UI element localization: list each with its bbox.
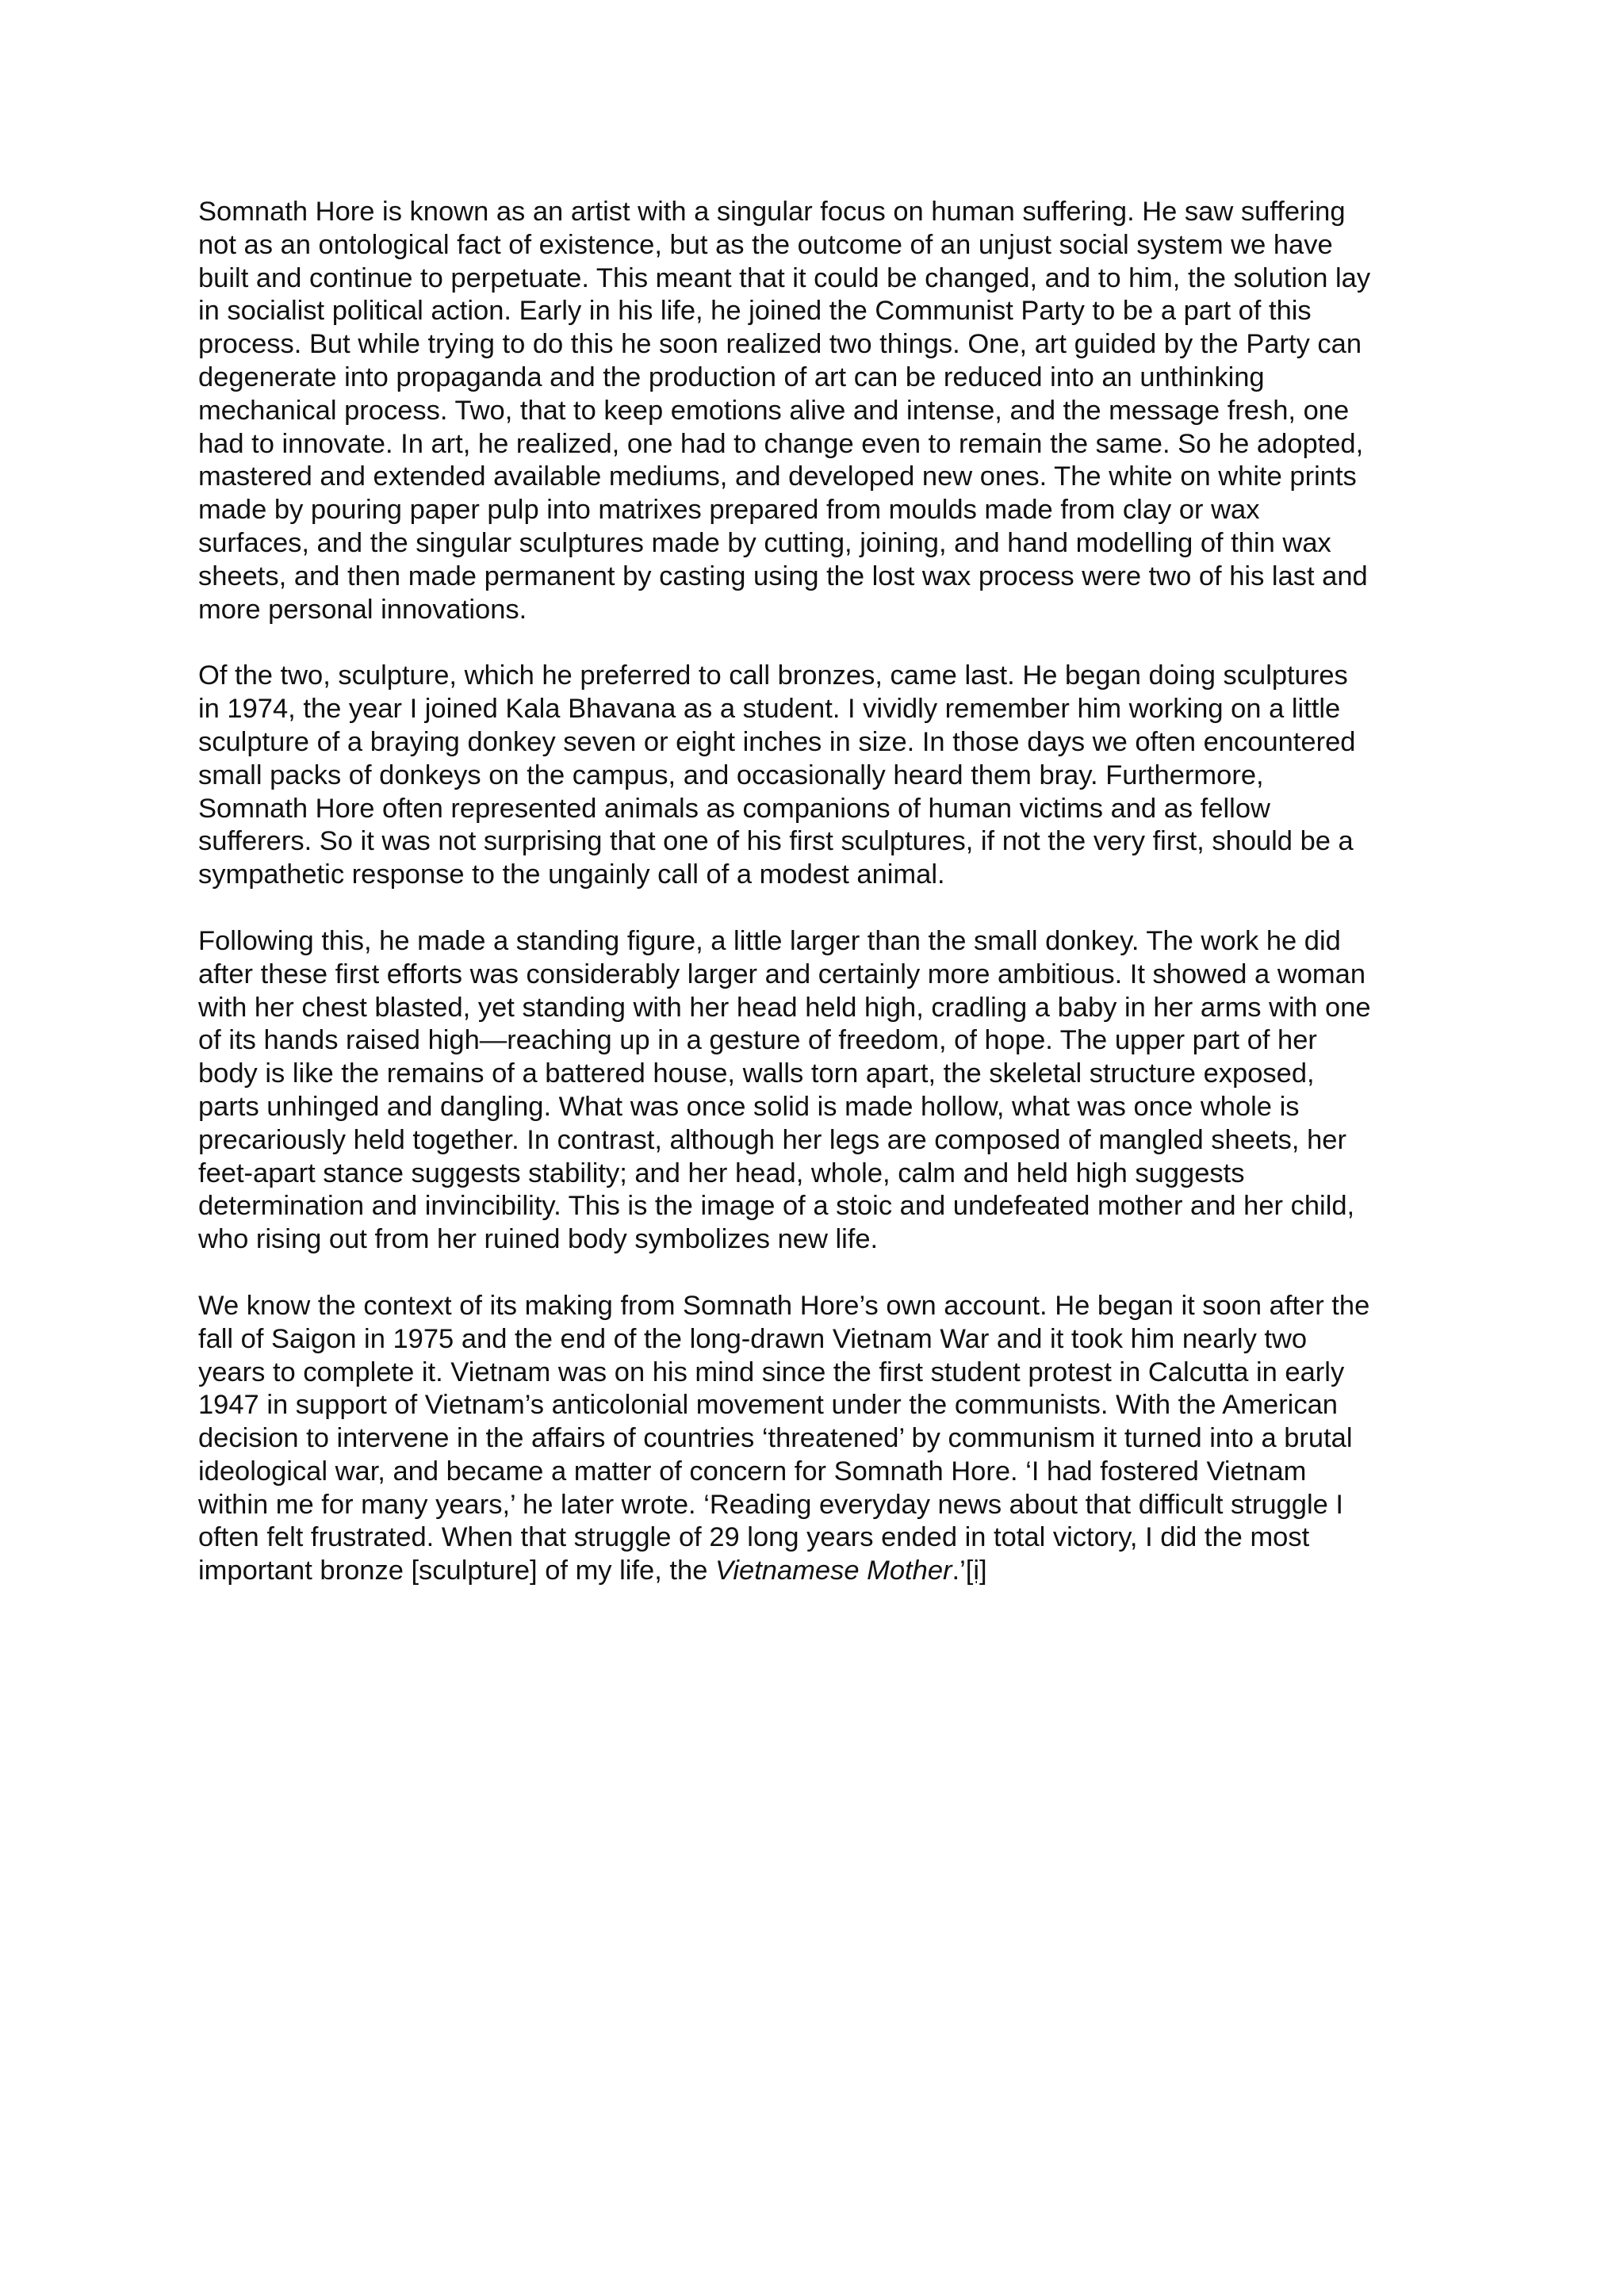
- text-line: with her chest blasted, yet standing with her head held high, cradling a baby in her arms with one: [198, 992, 1371, 1023]
- text-line: body is like the remains of a battered house, walls torn apart, the skeletal structure exposed,: [198, 1058, 1315, 1089]
- text-line: who rising out from her ruined body symbolizes new life.: [198, 1224, 879, 1255]
- text-line: precariously held together. In contrast, although her legs are composed of mangled sheets, her: [198, 1124, 1346, 1155]
- text-line: determination and invincibility. This is the image of a stoic and undefeated mother and her child,: [198, 1191, 1355, 1222]
- text-line: Of the two, sculpture, which he preferred to call bronzes, came last. He began doing sculptures: [198, 660, 1348, 691]
- text-line: Following this, he made a standing figure, a little larger than the small donkey. The work he did: [198, 925, 1341, 956]
- text-line: 1947 in support of Vietnam’s anticolonial movement under the communists. With the American: [198, 1390, 1338, 1421]
- paragraph-2: [198, 660, 1443, 892]
- text-line: sheets, and then made permanent by casting using the lost wax process were two of his last and: [198, 561, 1368, 591]
- paragraph-1: [198, 196, 1443, 626]
- text-line: of its hands raised high—reaching up in a gesture of freedom, of hope. The upper part of her: [198, 1025, 1317, 1056]
- text-line: within me for many years,’ he later wrote. ‘Reading everyday news about that difficult struggle I: [198, 1489, 1343, 1520]
- text-line: not as an ontological fact of existence, but as the outcome of an unjust social system we have: [198, 229, 1333, 260]
- text-line: years to complete it. Vietnam was on his mind since the first student protest in Calcutta in early: [198, 1357, 1345, 1387]
- text-line: We know the context of its making from Somnath Hore’s own account. He began it soon after the: [198, 1290, 1370, 1321]
- text-line: in 1974, the year I joined Kala Bhavana as a student. I vividly remember him working on a little: [198, 694, 1341, 725]
- line-suffix: .’: [952, 1556, 966, 1586]
- text-line: made by pouring paper pulp into matrixes prepared from moulds made from clay or wax: [198, 495, 1260, 526]
- text-line: surfaces, and the singular sculptures made by cutting, joining, and hand modelling of thin wax: [198, 527, 1331, 558]
- text-line: mechanical process. Two, that to keep emotions alive and intense, and the message fresh, one: [198, 395, 1350, 426]
- text-line: mastered and extended available mediums, and developed new ones. The white on white prints: [198, 461, 1357, 492]
- text-line: often felt frustrated. When that struggle of 29 long years ended in total victory, I did the most: [198, 1522, 1310, 1553]
- text-line: after these first efforts was considerably larger and certainly more ambitious. It showed a woman: [198, 959, 1366, 989]
- footnote-link[interactable]: [i]: [965, 1556, 987, 1586]
- artwork-title: Vietnamese Mother: [714, 1556, 952, 1586]
- text-line: Somnath Hore is known as an artist with a singular focus on human suffering. He saw suffering: [198, 197, 1346, 227]
- text-line: degenerate into propaganda and the production of art can be reduced into an unthinking: [198, 362, 1265, 392]
- text-line: ideological war, and became a matter of concern for Somnath Hore. ‘I had fostered Vietnam: [198, 1456, 1307, 1487]
- text-line: process. But while trying to do this he soon realized two things. One, art guided by the Party can: [198, 329, 1362, 360]
- text-line: more personal innovations.: [198, 594, 527, 625]
- text-line: small packs of donkeys on the campus, and occasionally heard them bray. Furthermore,: [198, 760, 1264, 790]
- text-line: decision to intervene in the affairs of countries ‘threatened’ by communism it turned into a brutal: [198, 1423, 1353, 1454]
- text-line-last: [198, 1555, 1443, 1588]
- paragraph-4: [198, 1290, 1443, 1588]
- text-line: in socialist political action. Early in his life, he joined the Communist Party to be a part of this: [198, 296, 1312, 327]
- text-line: feet-apart stance suggests stability; and her head, whole, calm and held high suggests: [198, 1158, 1245, 1188]
- document-page: [198, 196, 1443, 1621]
- paragraph-3: [198, 925, 1443, 1257]
- text-line: built and continue to perpetuate. This meant that it could be changed, and to him, the solution lay: [198, 262, 1371, 293]
- line-prefix: important bronze [sculpture] of my life, the: [198, 1556, 715, 1586]
- text-line: sympathetic response to the ungainly call of a modest animal.: [198, 859, 945, 890]
- text-line: sufferers. So it was not surprising that one of his first sculptures, if not the very first, should be a: [198, 826, 1354, 857]
- text-line: fall of Saigon in 1975 and the end of the long-drawn Vietnam War and it took him nearly two: [198, 1323, 1308, 1354]
- text-line: Somnath Hore often represented animals as companions of human victims and as fellow: [198, 793, 1270, 824]
- text-line: parts unhinged and dangling. What was once solid is made hollow, what was once whole is: [198, 1091, 1300, 1122]
- text-line: had to innovate. In art, he realized, one had to change even to remain the same. So he adopted,: [198, 428, 1364, 459]
- text-line: sculpture of a braying donkey seven or eight inches in size. In those days we often encountered: [198, 726, 1356, 757]
